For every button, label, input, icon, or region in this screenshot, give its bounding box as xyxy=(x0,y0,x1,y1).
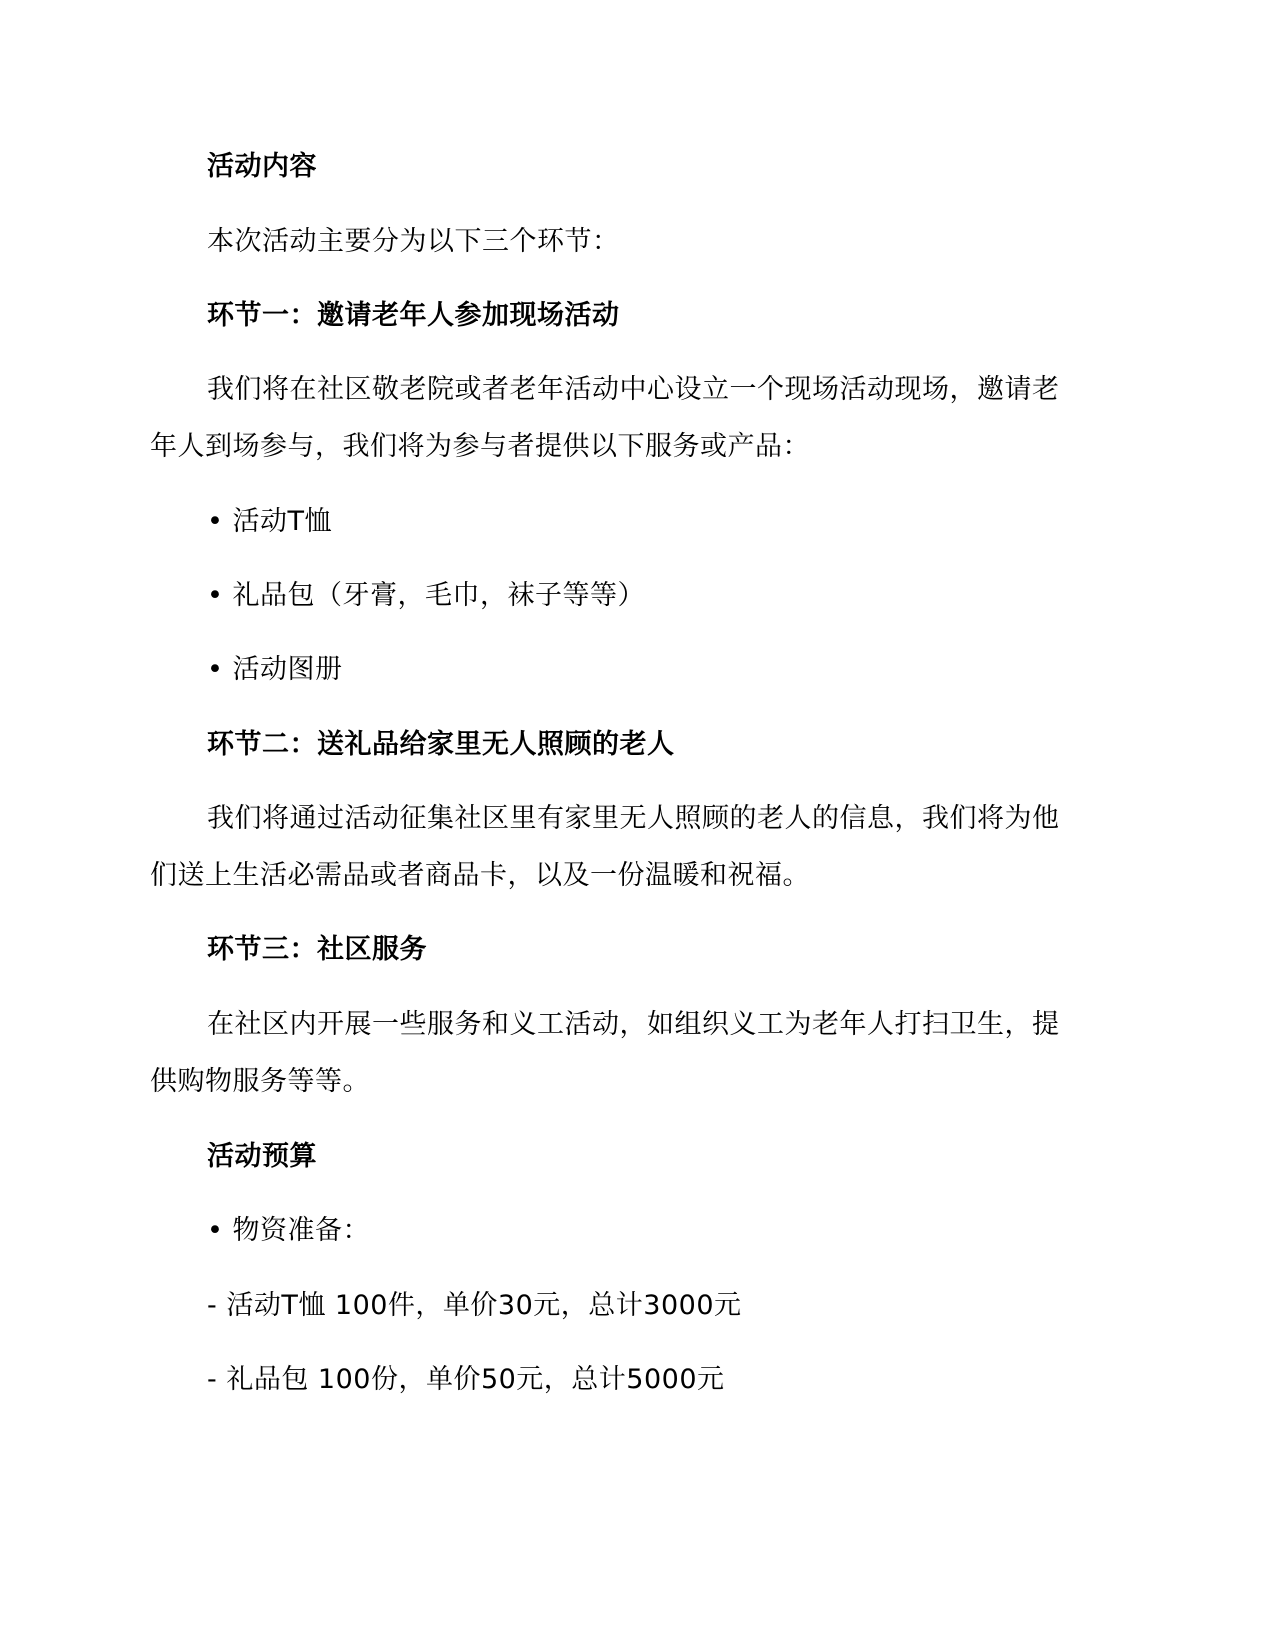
budget-item: - 活动T恤 100件，单价30元，总计3000元 xyxy=(207,1290,742,1321)
list-item: • 活动图册 xyxy=(207,654,343,685)
section2-paragraph-line1: 我们将通过活动征集社区里有家里无人照顾的老人的信息，我们将为他 xyxy=(207,803,1060,834)
budget-item: - 礼品包 100份，单价50元，总计5000元 xyxy=(207,1364,725,1395)
section3-paragraph-line2: 供购物服务等等。 xyxy=(150,1066,370,1097)
section-heading-content: 活动内容 xyxy=(207,151,317,182)
list-item: • 活动T恤 xyxy=(207,506,333,537)
section2-paragraph-line2: 们送上生活必需品或者商品卡，以及一份温暖和祝福。 xyxy=(150,860,810,891)
intro-paragraph: 本次活动主要分为以下三个环节： xyxy=(207,226,620,257)
section3-title: 环节三：社区服务 xyxy=(207,934,427,965)
section1-title: 环节一：邀请老年人参加现场活动 xyxy=(207,300,620,331)
section2-title: 环节二：送礼品给家里无人照顾的老人 xyxy=(207,729,675,760)
budget-materials-label: • 物资准备： xyxy=(207,1215,371,1246)
section1-paragraph-line2: 年人到场参与，我们将为参与者提供以下服务或产品： xyxy=(150,431,810,462)
section1-paragraph-line1: 我们将在社区敬老院或者老年活动中心设立一个现场活动现场，邀请老 xyxy=(207,374,1060,405)
section3-paragraph-line1: 在社区内开展一些服务和义工活动，如组织义工为老年人打扫卫生，提 xyxy=(207,1009,1060,1040)
budget-heading: 活动预算 xyxy=(207,1141,317,1172)
list-item: • 礼品包（牙膏，毛巾，袜子等等） xyxy=(207,580,646,611)
